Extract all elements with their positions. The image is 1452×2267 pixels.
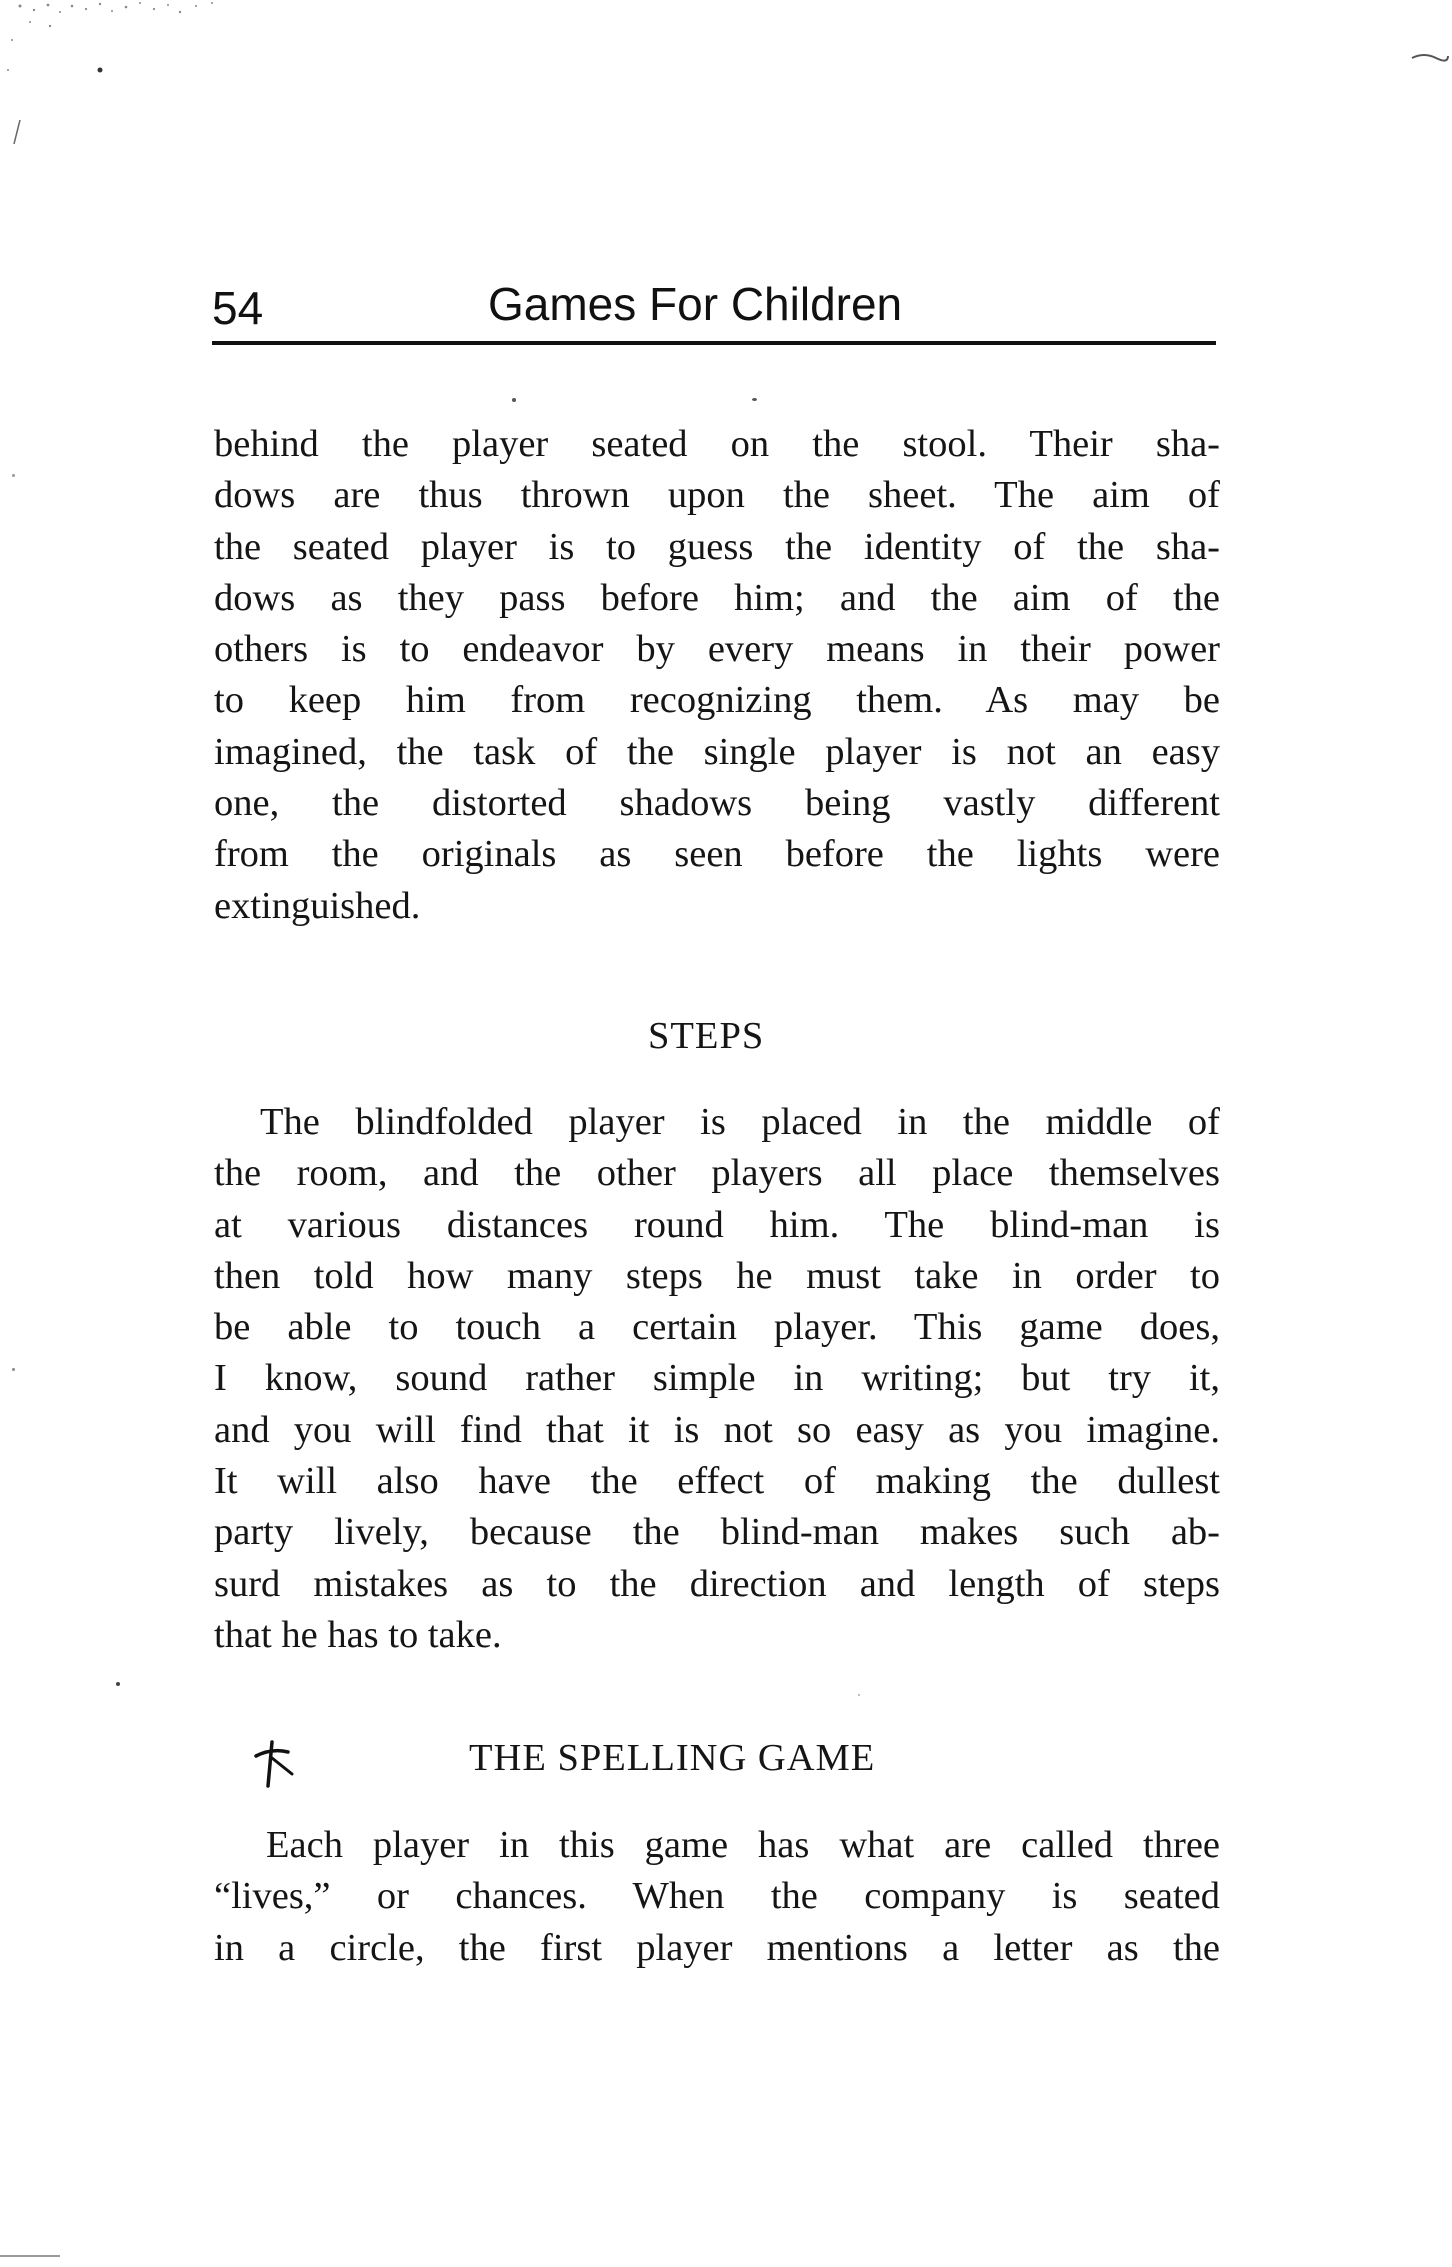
running-title: Games For Children: [488, 278, 903, 330]
paragraph-continued: [214, 419, 1220, 932]
text-line: dows are thus thrown upon the sheet. The aim of: [214, 474, 1220, 517]
scan-speck: [512, 398, 516, 402]
text-line: surd mistakes as to the direction and length of steps: [214, 1562, 1220, 1605]
scan-speck: [12, 474, 15, 477]
text-line: others is to endeavor by every means in their power: [214, 628, 1220, 671]
text-line: from the originals as seen before the lights were: [214, 833, 1220, 876]
text-line: imagined, the task of the single player is not an easy: [214, 730, 1220, 773]
text-line: and you will find that it is not so easy as you imagine.: [214, 1408, 1220, 1451]
text-line: The blindfolded player is placed in the middle of: [260, 1101, 1220, 1143]
text-line: that he has to take.: [214, 1613, 502, 1656]
text-line: It will also have the effect of making the dullest: [214, 1460, 1220, 1503]
handwritten-check-mark-icon: [252, 1738, 296, 1790]
text-line: to keep him from recognizing them. As may be: [214, 679, 1220, 722]
text-line: party lively, because the blind-man makes such ab-: [214, 1511, 1220, 1554]
page-number: 54: [212, 282, 264, 334]
paragraph-spelling-game: [214, 1820, 1220, 1974]
text-line: the seated player is to guess the identity of the sha-: [214, 525, 1220, 568]
scan-edge-line: [0, 2255, 60, 2257]
section-heading-spelling-game: THE SPELLING GAME: [469, 1737, 876, 1779]
text-line: then told how many steps he must take in order to: [214, 1254, 1220, 1297]
text-line: behind the player seated on the stool. Their sha-: [214, 423, 1220, 465]
text-line: extinguished.: [214, 884, 421, 927]
text-line: be able to touch a certain player. This game does,: [214, 1306, 1220, 1349]
scan-speck: [752, 398, 757, 401]
paragraph-steps: [214, 1097, 1220, 1661]
scan-speck: [858, 1694, 860, 1696]
text-line: “lives,” or chances. When the company is seated: [214, 1875, 1220, 1918]
scan-speck: [12, 1368, 15, 1371]
header-rule: [212, 341, 1216, 345]
text-line: in a circle, the first player mentions a letter as the: [214, 1926, 1220, 1969]
scan-speck: [116, 1682, 120, 1686]
scan-mark-top-right: [1410, 50, 1450, 66]
text-line: dows as they pass before him; and the aim of the: [214, 576, 1220, 619]
scan-speckle-corner: [0, 0, 260, 80]
text-line: the room, and the other players all place themselves: [214, 1152, 1220, 1195]
text-line: I know, sound rather simple in writing; but try it,: [214, 1357, 1220, 1400]
text-line: one, the distorted shadows being vastly different: [214, 782, 1220, 825]
text-line: at various distances round him. The blind-man is: [214, 1203, 1220, 1246]
text-line: Each player in this game has what are called three: [266, 1824, 1220, 1866]
section-heading-steps: STEPS: [648, 1015, 765, 1057]
scan-mark-left: [10, 118, 24, 148]
